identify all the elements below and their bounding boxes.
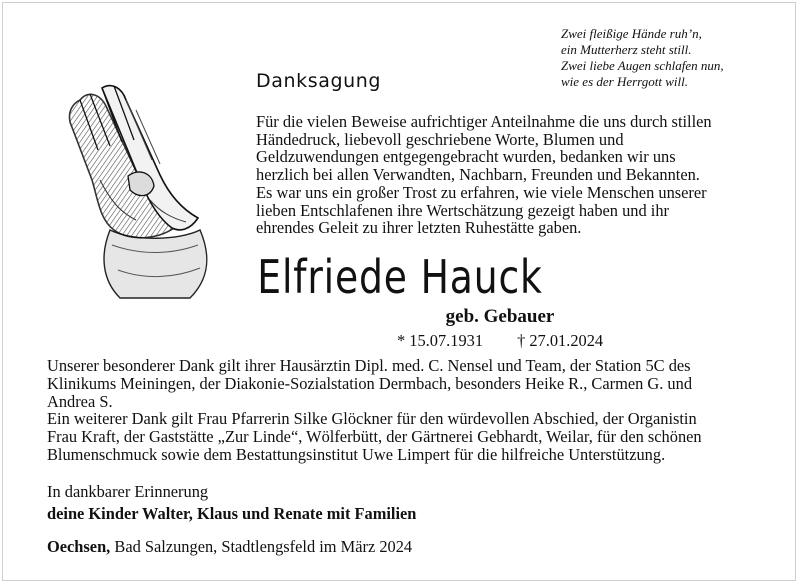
text-line: Blumenschmuck sowie dem Bestattungsinstitut Uwe Limpert für die hilfreiche Unterstützung. <box>47 444 666 464</box>
text-line: lieben Entschlafenen ihre Wertschätzung gezeigt haben und ihr <box>256 200 669 220</box>
maiden-name: geb. Gebauer <box>445 306 555 327</box>
death-date: † 27.01.2024 <box>517 331 604 350</box>
text-line: Für die vielen Beweise aufrichtiger Anteilnahme die uns durch stillen <box>256 112 712 131</box>
thanks-text <box>47 357 797 464</box>
place-rest: Bad Salzungen, Stadtlengsfeld im März 2024 <box>110 537 413 556</box>
intro-text <box>256 113 756 237</box>
life-dates <box>397 331 603 351</box>
text-line: Andrea S. <box>47 391 113 411</box>
remembrance-line: In dankbarer Erinnerung <box>47 482 209 501</box>
birth-date: * 15.07.1931 <box>397 331 484 350</box>
text-line: ehrendes Geleit zu ihrer letzten Ruhestätte gaben. <box>256 218 582 238</box>
text-line: Frau Kraft, der Gaststätte „Zur Linde“, Wölferbütt, der Gärtnerei Gebhardt, Weilar, für den schönen <box>47 427 702 447</box>
poem <box>561 26 791 90</box>
place-date <box>47 537 412 557</box>
poem-line: wie es der Herrgott will. <box>561 74 688 89</box>
deceased-name: Elfriede Hauck <box>257 250 543 304</box>
text-line: herzlich bei allen Verwandten, Nachbarn, Freunden und Bekannten. <box>256 165 700 185</box>
poem-line: Zwei fleißige Hände ruh’n, <box>561 26 702 41</box>
heading: Danksagung <box>256 70 382 92</box>
text-line: Klinikums Meiningen, der Diakonie-Sozialstation Dermbach, besonders Heike R., Carmen G. und <box>47 373 693 393</box>
text-line: Ein weiterer Dank gilt Frau Pfarrerin Silke Glöckner für den würdevollen Abschied, der Organistin <box>47 409 697 429</box>
text-line: Unserer besonderer Dank gilt ihrer Hausärztin Dipl. med. C. Nensel und Team, der Station 5C des <box>47 356 691 375</box>
text-line: Geldzuwendungen entgegengebracht wurden, bedanken wir uns <box>256 147 676 167</box>
text-line: Es war uns ein großer Trost zu erfahren, wie viele Menschen unserer <box>256 182 707 202</box>
family-signature: deine Kinder Walter, Klaus und Renate mit Familien <box>47 504 417 523</box>
place-bold: Oechsen, <box>47 537 111 556</box>
poem-line: ein Mutterherz steht still. <box>561 42 692 57</box>
text-line: Händedruck, liebevoll geschriebene Worte, Blumen und <box>256 129 624 149</box>
poem-line: Zwei liebe Augen schlafen nun, <box>561 58 724 73</box>
